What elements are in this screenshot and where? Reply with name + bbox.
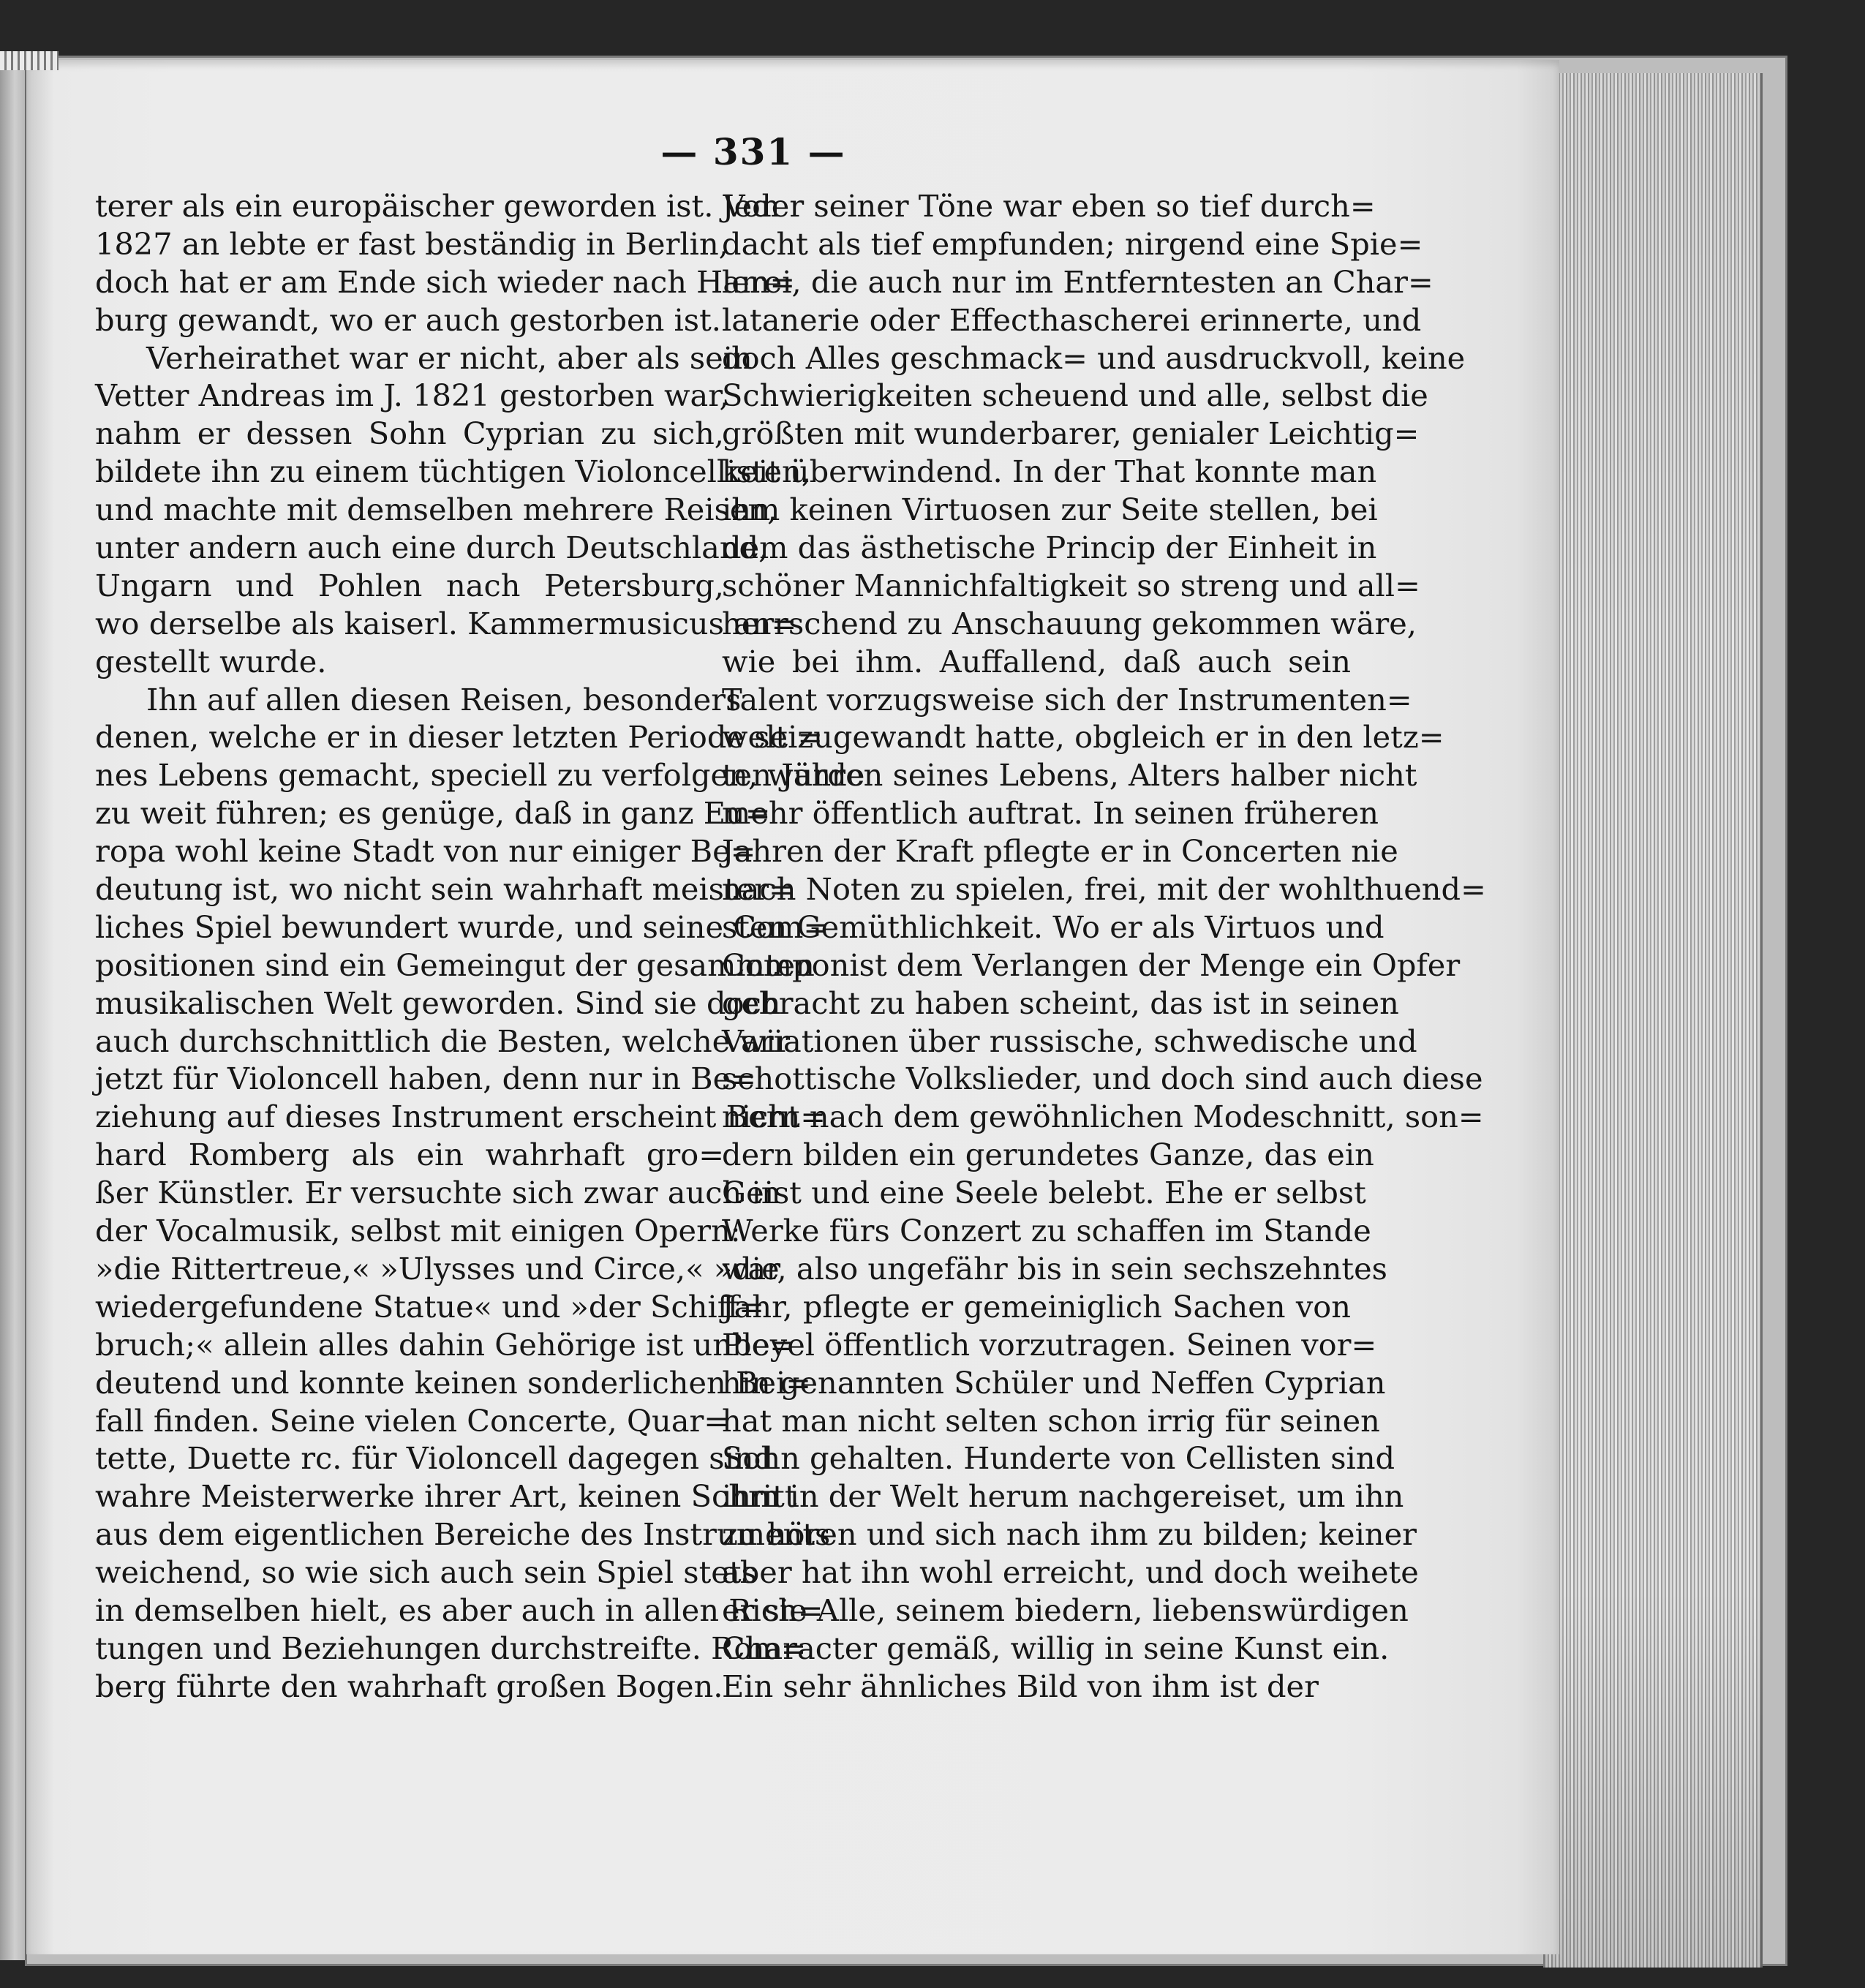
left-text-column <box>95 187 865 1928</box>
text-line: deutung ist, wo nicht sein wahrhaft meister= <box>95 871 794 908</box>
text-line: hat man nicht selten schon irrig für seinen <box>722 1402 1380 1439</box>
text-line: dacht als tief empfunden; nirgend eine Spie= <box>722 225 1423 262</box>
text-line: tette, Duette rc. für Violoncell dagegen sind <box>95 1440 774 1477</box>
text-line: welt zugewandt hatte, obgleich er in den letz= <box>722 719 1444 756</box>
text-line: hard Romberg als ein wahrhaft gro= <box>95 1137 724 1173</box>
text-line: nes Lebens gemacht, speciell zu verfolgen, würde <box>95 757 865 794</box>
text-line: »die Rittertreue,« »Ulysses und Circe,« »die <box>95 1250 780 1287</box>
text-line: aber hat ihn wohl erreicht, und doch weihete <box>722 1554 1419 1591</box>
text-line: Verheirathet war er nicht, aber als sein <box>146 339 753 376</box>
text-line: hin genannten Schüler und Neffen Cyprian <box>722 1364 1386 1401</box>
text-line: Variationen über russische, schwedische und <box>722 1023 1417 1059</box>
text-line: keit überwindend. In der That konnte man <box>722 453 1377 490</box>
text-line: Jahr, pflegte er gemeiniglich Sachen von <box>722 1288 1351 1325</box>
text-line: Character gemäß, willig in seine Kunst ein. <box>722 1630 1390 1666</box>
text-line: tungen und Beziehungen durchstreifte. Rom= <box>95 1630 807 1666</box>
text-line: nicht nach dem gewöhnlichen Modeschnitt, son= <box>722 1099 1484 1135</box>
text-line: in demselben hielt, es aber auch in allen Rich= <box>95 1592 824 1628</box>
text-line: gebracht zu haben scheint, das ist in seinen <box>722 984 1399 1021</box>
fore-edge-shading <box>1543 73 1763 1968</box>
previous-page-edge <box>0 51 26 1960</box>
text-line: bruch;« allein alles dahin Gehörige ist unbe= <box>95 1326 795 1363</box>
text-line: fall finden. Seine vielen Concerte, Quar= <box>95 1402 730 1439</box>
text-line: und machte mit demselben mehrere Reisen, <box>95 492 777 528</box>
text-line: weichend, so wie sich auch sein Spiel stets <box>95 1554 757 1591</box>
text-line: Werke fürs Conzert zu schaffen im Stande <box>722 1213 1371 1249</box>
text-line: er sie Alle, seinem biedern, liebenswürdigen <box>722 1592 1409 1628</box>
text-line: Jeder seiner Töne war eben so tief durch= <box>722 188 1376 224</box>
text-line: liches Spiel bewundert wurde, und seine Com= <box>95 908 829 945</box>
page-number: — 331 — <box>660 130 846 173</box>
text-line: Geist und eine Seele belebt. Ehe er selbst <box>722 1175 1366 1211</box>
text-line: ropa wohl keine Stadt von nur einiger Be= <box>95 833 756 870</box>
text-line: musikalischen Welt geworden. Sind sie doch <box>95 984 781 1021</box>
text-line: denen, welche er in dieser letzten Periode sei= <box>95 719 824 756</box>
text-line: auch durchschnittlich die Besten, welche wir <box>95 1023 791 1059</box>
text-line: ziehung auf dieses Instrument erscheint Bern= <box>95 1099 826 1135</box>
text-line: Ein sehr ähnliches Bild von ihm ist der <box>722 1668 1319 1704</box>
text-line: schottische Volkslieder, und doch sind auch diese <box>722 1061 1483 1097</box>
text-line: nach Noten zu spielen, frei, mit der wohlthuend= <box>722 871 1486 908</box>
text-line: ßer Künstler. Er versuchte sich zwar auch in <box>95 1175 781 1211</box>
text-line: Schwierigkeiten scheuend und alle, selbst die <box>722 377 1428 414</box>
text-line: Pleyel öffentlich vorzutragen. Seinen vor= <box>722 1326 1377 1363</box>
text-line: herrschend zu Anschauung gekommen wäre, <box>722 605 1417 641</box>
text-line: deutend und konnte keinen sonderlichen Bei= <box>95 1364 812 1401</box>
text-line: ihm in der Welt herum nachgereiset, um ihn <box>722 1478 1404 1515</box>
right-text-column <box>722 187 1486 1928</box>
binding-threads <box>0 51 59 70</box>
text-line: gestellt wurde. <box>95 643 327 679</box>
text-line: ten Jahren seines Lebens, Alters halber nicht <box>722 757 1417 794</box>
text-line: zu weit führen; es genüge, daß in ganz Eu= <box>95 795 771 832</box>
text-line: Jahren der Kraft pflegte er in Concerten nie <box>722 833 1398 870</box>
text-line: wo derselbe als kaiserl. Kammermusicus an= <box>95 605 797 641</box>
text-line: nahm er dessen Sohn Cyprian zu sich, <box>95 415 724 452</box>
text-line: dem das ästhetische Princip der Einheit in <box>722 530 1377 566</box>
text-line: doch Alles geschmack= und ausdruckvoll, keine <box>722 339 1466 376</box>
text-line: terer als ein europäischer geworden ist. Von <box>95 188 780 224</box>
text-line: war, also ungefähr bis in sein sechszehntes <box>722 1250 1387 1287</box>
text-line: schöner Mannichfaltigkeit so streng und all= <box>722 567 1420 603</box>
text-line: Vetter Andreas im J. 1821 gestorben war, <box>95 377 729 414</box>
text-line: unter andern auch eine durch Deutschland, <box>95 530 769 566</box>
text-line: Ihn auf allen diesen Reisen, besonders <box>146 681 742 718</box>
text-line: wie bei ihm. Auffallend, daß auch sein <box>722 643 1351 679</box>
text-line: aus dem eigentlichen Bereiche des Instruments <box>95 1516 831 1553</box>
text-line: latanerie oder Effecthascherei erinnerte, und <box>722 301 1422 338</box>
text-line: Talent vorzugsweise sich der Instrumenten= <box>722 681 1412 718</box>
text-line: mehr öffentlich auftrat. In seinen früheren <box>722 795 1379 832</box>
text-line: größten mit wunderbarer, genialer Leichtig= <box>722 415 1420 452</box>
text-line: Ungarn und Pohlen nach Petersburg, <box>95 567 724 603</box>
text-line: wiedergefundene Statue« und »der Schiff= <box>95 1288 764 1325</box>
text-line: ihm keinen Virtuosen zur Seite stellen, bei <box>722 492 1378 528</box>
text-line: dern bilden ein gerundetes Ganze, das ein <box>722 1137 1374 1173</box>
text-line: Componist dem Verlangen der Menge ein Opfer <box>722 946 1461 983</box>
text-line: bildete ihn zu einem tüchtigen Violoncellisten, <box>95 453 811 490</box>
text-line: 1827 an lebte er fast beständig in Berlin, <box>95 225 728 262</box>
text-line: positionen sind ein Gemeingut der gesammten <box>95 946 815 983</box>
text-line: wahre Meisterwerke ihrer Art, keinen Schritt <box>95 1478 797 1515</box>
text-line: Sohn gehalten. Hunderte von Cellisten sind <box>722 1440 1395 1477</box>
text-line: doch hat er am Ende sich wieder nach Ham= <box>95 263 796 300</box>
text-line: sten Gemüthlichkeit. Wo er als Virtuos und <box>722 908 1384 945</box>
text-line: der Vocalmusik, selbst mit einigen Opern: <box>95 1213 741 1249</box>
text-line: zu hören und sich nach ihm zu bilden; keiner <box>722 1516 1417 1553</box>
text-line: berg führte den wahrhaft großen Bogen. <box>95 1668 723 1704</box>
text-line: burg gewandt, wo er auch gestorben ist. <box>95 301 721 338</box>
text-line: jetzt für Violoncell haben, denn nur in Be= <box>95 1061 756 1097</box>
text-line: lerei, die auch nur im Entferntesten an Char= <box>722 263 1433 300</box>
